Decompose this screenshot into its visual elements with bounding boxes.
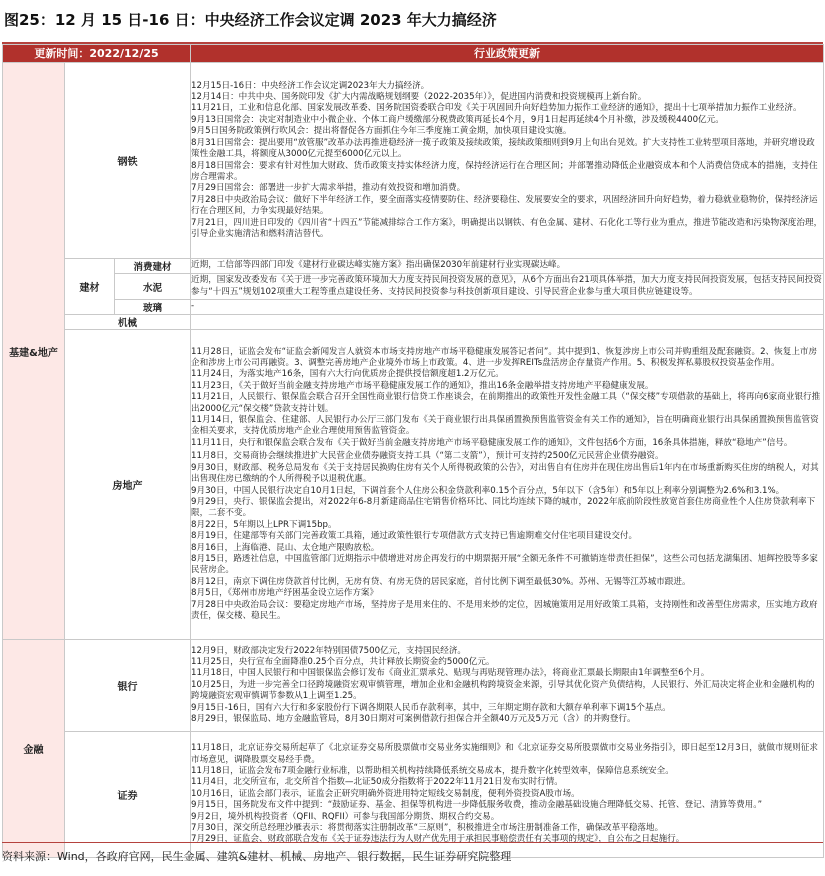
policy-item: 9月15日，国务院发布文件中提到：“鼓励证券、基金、担保等机构进一步降低服务收费，推动金融基础设施合理降低交易、托管、登记、清算等费用。” [191,800,763,811]
policy-item: 8月15日，路透社信息，中国监管部门近期指示中债增进对房企再发行的中期票据开展“全额无条件不可撤销连带责任担保”，这些公司包括龙湖集团、旭辉控股等多家民营房企。 [191,553,818,576]
policy-consumer-building [191,259,824,274]
policy-realestate [191,330,824,640]
policy-table [2,44,824,858]
policy-securities [191,732,824,858]
policy-item: 7月29日，证监会、财政部联合发布《关于证券违法行为人财产优先用于承担民事赔偿责任有关事项的规定》，自公布之日起施行。 [191,834,685,845]
source-footer: 资料来源：Wind，各政府官网，民生金属、建筑&建材、机械、房地产、银行数据，民生证券研究院整理 [2,842,823,871]
policy-item: 8月19日，住建部等有关部门完善政策工具箱，通过政策性银行专项借款方式支持已售逾期难交付住宅项目建设交付。 [191,531,638,542]
policy-item: 11月11日，央行和银保监会联合发布《关于做好当前金融支持房地产市场平稳健康发展工作的通知》，文件包括6个方面，16条具体措施，释放“稳地产”信号。 [191,437,793,448]
policy-item: 9月2日，境外机构投资者（QFII、RQFII）可参与我国部分期货、期权合约交易。 [191,811,500,822]
policy-item: 11月8日，交易商协会继续推进扩大民营企业债券融资支持工具（“第二支箭”），预计可支持约2500亿元民营企业债券融资。 [191,451,664,462]
policy-item: 7月29日国常会：部署进一步扩大需求举措，推动有效投资和增加消费。 [191,183,466,194]
policy-item: 9月30日，财政部、税务总局发布《关于支持居民换购住房有关个人所得税政策的公告》，对出售自有住房并在现住房出售后1年内在市场重新购买住房的纳税人，对其出售现住房已缴纳的个人所得税予以退税优惠。 [191,462,819,485]
policy-item: 7月30日，深交所总经理沙雁表示：将贯彻落实注册制改革“三原则”，积极推进全市场注册制准备工作，确保改革平稳落地。 [191,823,664,834]
policy-item: 11月18日，北京证券交易所起草了《北京证券交易所股票做市交易业务实施细则》和《北京证券交易所股票做市交易业务指引》，即日起至12月3日，就做市规则征求市场意见，调降股票交易经手费。 [191,743,818,765]
category-infra [3,63,65,640]
policy-item: 7月21日，四川进日印发的《四川省“十四五”节能减排综合工作方案》，明确提出以钢铁、有色金属、建材、石化化工等行业为重点，推进节能改造和污染物深度治理，引导企业实施清洁和燃料清洁替代。 [191,217,823,239]
policy-item: 11月25日，央行宣布全面降准0.25个百分点，共计释放长期资金约5000亿元。 [191,656,495,667]
subcat-securities: 证券 [65,732,191,858]
policy-item: 11月21日，工业和信息化部、国家发展改革委、国务院国资委联合印发《关于巩固回升向好趋势加力振作工业经济的通知》，提出十七项举措加力振作工业经济。 [191,103,802,114]
policy-machinery [191,315,824,330]
policy-item: 11月24日，为落实地产16条，国有六大行向优质房企提供授信额度超1.2万亿元。 [191,369,504,380]
subcat-building: 建材 [65,259,115,315]
subcat-consumer-building: 消费建材 [115,259,191,274]
subcat-bank: 银行 [65,640,191,732]
policy-item: 8月5日，《郑州市房地产纾困基金设立运作方案》 [191,588,379,599]
policy-item: 9月13日国常会：决定对制造业中小微企业、个体工商户缓缴部分税费政策再延长4个月，9月1日起再延续4个月补缴，涉及缓税4400亿元。 [191,114,724,125]
category-finance [3,640,65,858]
policy-item: 11月4日，北交所宣布，北交所首个指数—北证50成分指数将于2022年11月21日发布实时行情。 [191,777,563,788]
policy-item: 12月9日，财政部决定发行2022年特别国债7500亿元，支持国民经济。 [191,645,467,656]
policy-item: 11月23日，《关于做好当前金融支持房地产市场平稳健康发展工作的通知》，推出16条金融举措支持房地产平稳健康发展。 [191,380,654,391]
policy-item: 9月5日国务院政策例行吹风会：提出将督促各方面抓住今年三季度施工黄金期，加快项目建设实施。 [191,126,572,137]
policy-steel [191,63,824,259]
policy-item: 8月22日，5年期以上LPR下调15bp。 [191,519,337,530]
subcat-glass: 玻璃 [115,300,191,315]
policy-item: 8月12日，南京下调住房贷款首付比例，无房有贷、有房无贷的居民家庭，首付比例下调至最低30%。苏州、无锡等江苏城市跟进。 [191,576,691,587]
policy-item: 7月28日中央政治局会议：做好下半年经济工作，要全面落实疫情要防住、经济要稳住、发展要安全的要求，巩固经济回升向好趋势，着力稳就业稳物价，保持经济运行在合理区间，力争实现最好结果。 [191,194,818,217]
subcat-realestate: 房地产 [65,330,191,640]
policy-item: 9月15日-16日，国有六大行和多家股份行下调各期限人民币存款利率，其中，三年期定期存款和大额存单利率下调15个基点。 [191,702,671,713]
policy-item: 7月28日中央政治局会议：要稳定房地产市场，坚持房子是用来住的、不是用来炒的定位，因城施策用足用好政策工具箱，支持刚性和改善型住房需求，压实地方政府责任，保交楼、稳民生。 [191,599,818,621]
policy-bank [191,640,824,732]
policy-item: 10月16日，证监会部门表示，证监会正研究明确外资进用特定短线交易制度，便利外资投资A股市场。 [191,788,580,799]
subcat-machinery: 机械 [65,315,191,330]
policy-item: - [191,301,195,312]
policy-item: 10月25日，为进一步完善全口径跨境融资宏观审慎管理，增加企业和金融机构跨境资金来源，引导其优化资产负债结构，人民银行、外汇局决定将企业和金融机构的跨境融资宏观审慎调节参数从1上调至1.25。 [191,679,815,702]
policy-item: 11月18日，证监会发布7项金融行业标准，以帮助相关机构持续降低系统交易成本，提升数字化转型效率，保障信息系统安全。 [191,765,674,776]
policy-item: 9月30日，中国人民银行决定自10月1日起，下调首套个人住房公积金贷款利率0.15个百分点，5年以下（含5年）和5年以上利率分别调整为2.6%和3.1%。 [191,485,785,496]
policy-item: 9月29日，央行、银保监会提出，对2022年6-8月新建商品住宅销售价格环比、同比均连续下降的城市，2022年底前阶段性放宽首套住房商业性个人住房贷款利率下限，二套不变。 [191,496,816,519]
policy-item: 11月21日，人民银行、银保监会联合召开全国性商业银行信贷工作座谈会，在前期推出的政策性开发性金融工具（“保交楼”专项借款的基础上，将再向6家商业银行推出2000亿元“保交楼”贷款支持计划。 [191,392,821,414]
policy-header: 行业政策更新 [191,45,824,63]
policy-item: 8月18日国常会：要求有针对性加大财政、货币政策支持实体经济力度，保持经济运行在合理区间；并部署推动降低企业融资成本和个人消费信贷成本的措施，支持住房合理需求。 [191,160,818,182]
figure-title: 图25：12 月 15 日-16 日：中央经济工作会议定调 2023 年大力搞经济 [2,2,823,44]
policy-item: 近期，国家发改委发布《关于进一步完善政策环境加大力度支持民间投资发展的意见》，从6个方面出台21项具体举措，加大力度支持民间投资发展，包括支持民间投资参与“十四五”规划102项重大工程等重点建设任务、支持民间投资参与科技创新项目建设、引导民营企业参与重大项目供应链建设等。 [191,275,822,297]
policy-item: 近期，工信部等四部门印发《建材行业碳达峰实施方案》指出确保2030年前建材行业实现碳达峰。 [191,260,566,271]
update-time-header: 更新时间：2022/12/25 [3,45,191,63]
category-infra-label: 基建&地产 [9,347,58,359]
policy-item: 8月31日国常会：提出要用“放管服”改革办法再推进稳经济一揽子政策及接续政策，接续政策细则到9月上旬出台见效。扩大支持性工业转型项目落地，并研究增设政策性金融工具，将额度从3000亿元提至6000亿元以上。 [191,137,815,160]
policy-item: 12月15日-16日：中央经济工作会议定调2023年大力搞经济。 [191,80,430,91]
policy-item: 8月29日，银保监局、地方金融监管局，8月30日期对可案例借款行担保合并全额40万元及5万元（含）的并购登行。 [191,714,636,725]
policy-item: 12月14日：中共中央、国务院印发《扩大内需战略规划纲要（2022-2035年）》，促进国内消费和投资规模再上新台阶。 [191,92,647,103]
subcat-steel: 钢铁 [65,63,191,259]
policy-item: 8月16日，上海临港、昆山、太仓地产限购放松。 [191,542,380,553]
policy-item: 11月28日，证监会发布“证监会新闻发言人就资本市场支持房地产市场平稳健康发展答记者问”。其中提到1、恢复涉房上市公司并购重组及配套融资。2、恢复上市房企和涉房上市公司再融资。3、调整完善房地产企业境外市场上市政策。4、进一步发挥REITs盘活房企存量资产作用。5、积极发挥私募股权投资基金作用。 [191,346,818,369]
policy-cement [191,274,824,300]
subcat-cement: 水泥 [115,274,191,300]
policy-item: 11月18日，中国人民银行和中国银保监会修订发布《商业汇票承兑、贴现与再贴现管理办法》，将商业汇票最长期限由1年调整至6个月。 [191,668,710,679]
policy-glass [191,300,824,315]
policy-item: 11月14日，银保监会、住建部、人民银行办公厅三部门发布《关于商业银行出具保函置换预售监管资金有关工作的通知》，旨在明确商业银行出具保函置换预售监管资金相关要求，支持优质房地产企业合理使用预售监管资金。 [191,415,819,437]
category-finance-label: 金融 [23,745,44,756]
